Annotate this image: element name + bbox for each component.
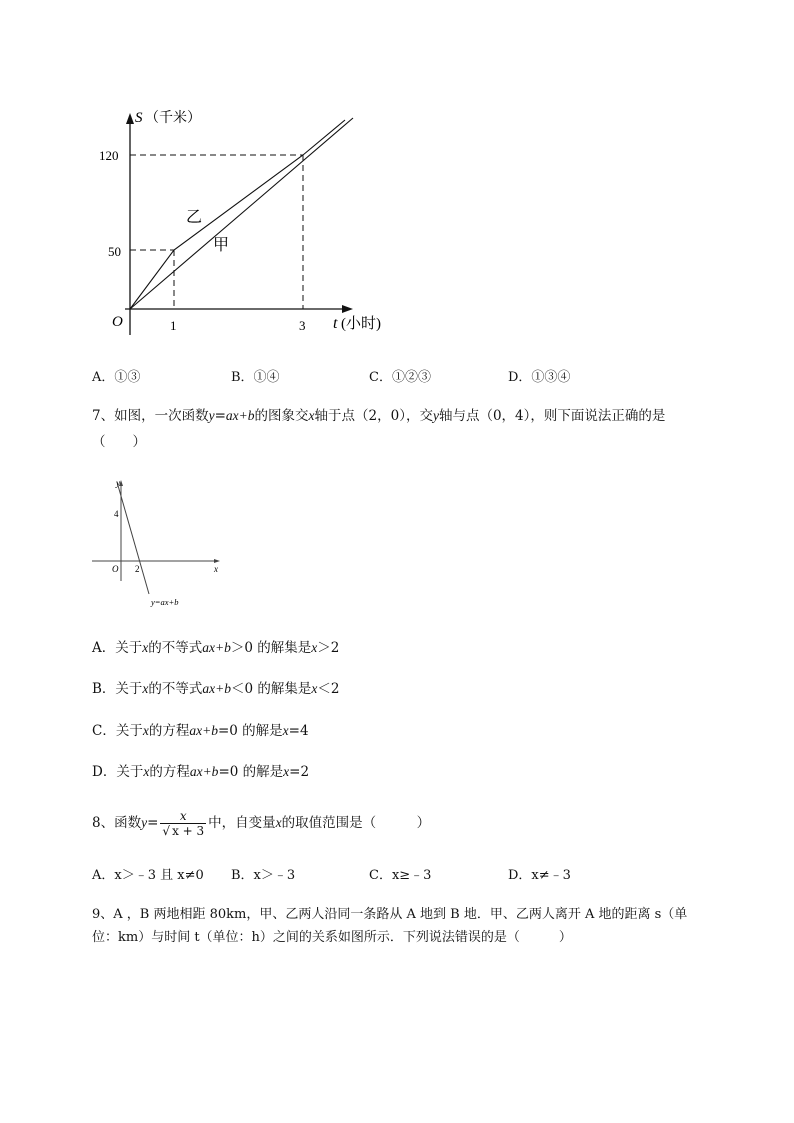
q7-mid1: 的图象交 xyxy=(254,408,309,424)
q8-suffix: 的取值范围是（ ） xyxy=(281,815,431,831)
q9-stem-line2: 位：km）与时间 t（单位：h）之间的关系如图所示．下列说法错误的是（ ） xyxy=(92,930,572,945)
q7-stem xyxy=(92,406,665,426)
q7-option-a[interactable]: A．关于x的不等式ax+b＞0 的解集是x＞2 xyxy=(92,640,340,656)
q7-blank: （ ） xyxy=(92,434,146,450)
x-axis-arrow xyxy=(342,305,353,313)
q8-option-c[interactable]: C．x≥﹣3 xyxy=(369,868,432,883)
q7-x-tick-2: 2 xyxy=(135,564,140,574)
q7-option-c[interactable]: C．关于x的方程ax+b=0 的解是x=4 xyxy=(92,723,309,739)
x-axis-label-unit: (小时) xyxy=(341,316,381,332)
q7-option-d[interactable]: D．关于x的方程ax+b=0 的解是x=2 xyxy=(92,764,310,780)
y-tick-50: 50 xyxy=(108,244,121,259)
q8-denominator: √ x + 3 xyxy=(162,824,205,838)
q7-y-tick-4: 4 xyxy=(114,509,119,519)
q7-prefix: 7、如图，一次函数 xyxy=(92,408,209,424)
q6-option-b[interactable]: B．①④ xyxy=(231,370,280,385)
q7-fn-y: y xyxy=(208,408,215,423)
q7-x-axis-arrow xyxy=(214,559,220,563)
y-axis-arrow xyxy=(126,113,134,124)
q8-option-a[interactable]: A．x＞﹣3 且 x≠0 xyxy=(92,868,204,883)
q7-mid3: 轴与点（0，4），则下面说法正确的是 xyxy=(438,408,666,424)
line-label-jia: 甲 xyxy=(213,237,230,254)
q7-y-var: y xyxy=(432,408,439,423)
q6-option-d[interactable]: D．①③④ xyxy=(508,370,571,385)
q7-x-axis-label: x xyxy=(214,564,218,574)
q8-option-b[interactable]: B．x＞﹣3 xyxy=(231,868,296,883)
q8-x: x xyxy=(275,815,282,830)
q8-numerator: x xyxy=(160,809,206,824)
q7-function-line xyxy=(117,482,149,594)
q7-x-var: x xyxy=(308,408,315,423)
q7-option-b[interactable]: B．关于x的不等式ax+b＜0 的解集是x＜2 xyxy=(92,681,340,697)
q7-line-label: y=ax+b xyxy=(151,597,179,607)
q6-option-c[interactable]: C．①②③ xyxy=(369,370,431,385)
distance-time-graph xyxy=(95,100,405,345)
q7-mid2: 轴于点（2，0），交 xyxy=(314,408,433,424)
q8-fraction xyxy=(160,809,206,838)
x-axis-label-t: t xyxy=(333,315,338,332)
y-axis-label-unit: （千米） xyxy=(145,111,201,126)
linear-function-graph xyxy=(88,476,228,611)
q6-option-a[interactable]: A．①③ xyxy=(92,370,141,385)
line-label-yi: 乙 xyxy=(186,209,203,226)
q7-ax-b: ax+b xyxy=(225,408,255,423)
y-axis-label-s: S xyxy=(135,110,143,126)
q8-option-d[interactable]: D．x≠﹣3 xyxy=(508,868,571,883)
q9-stem-line1: 9、A ，B 两地相距 80km，甲、乙两人沿同一条路从 A 地到 B 地．甲、乙两人离开 A 地的距离 s（单 xyxy=(92,907,688,922)
origin-label: O xyxy=(112,314,123,330)
line-yi xyxy=(130,120,345,309)
q8-eq: = xyxy=(147,815,159,831)
y-tick-120: 120 xyxy=(99,148,119,163)
x-tick-3: 3 xyxy=(299,318,306,333)
q8-mid: 中，自变量 xyxy=(208,815,276,831)
q8-y: y xyxy=(141,815,148,830)
q7-y-axis-label: y xyxy=(116,478,120,488)
q8-prefix: 8、函数 xyxy=(92,815,142,831)
line-jia xyxy=(130,118,353,309)
q7-eq: = xyxy=(214,408,226,424)
q7-origin: O xyxy=(112,564,119,574)
q8-stem xyxy=(92,808,430,838)
x-tick-1: 1 xyxy=(170,318,177,333)
